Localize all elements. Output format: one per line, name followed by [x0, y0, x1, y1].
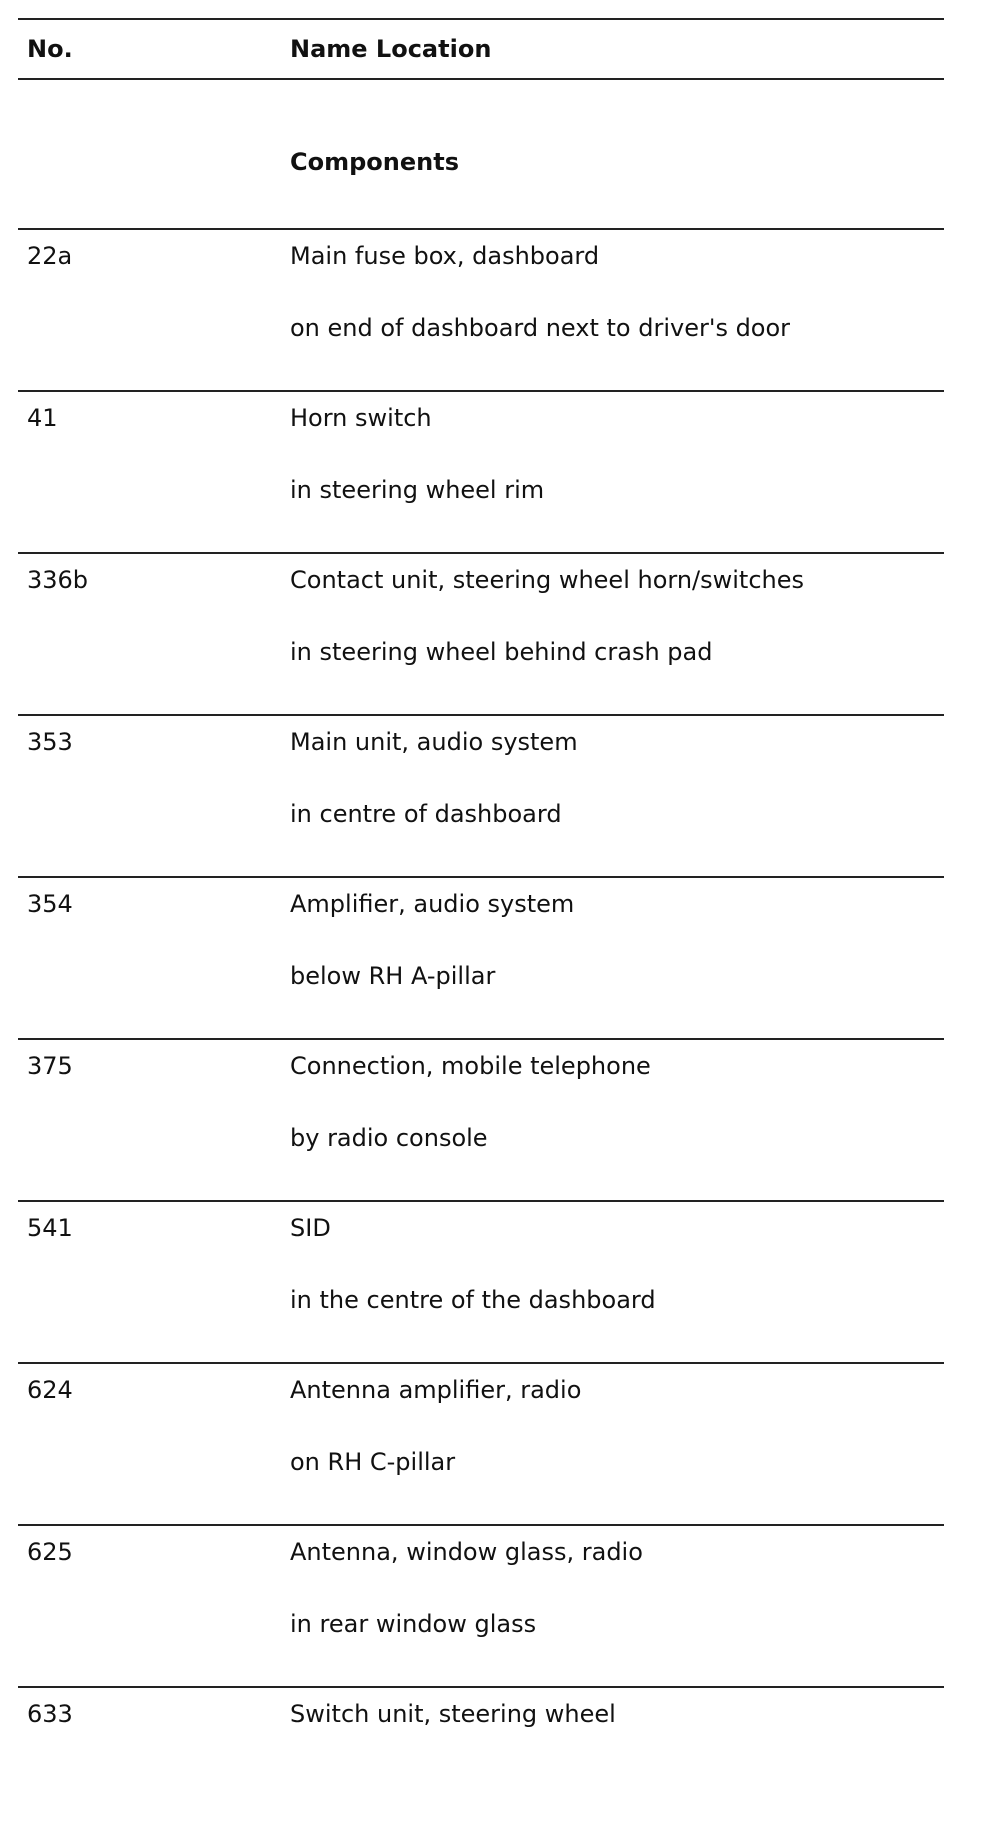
- row-number: 625: [27, 1538, 73, 1566]
- row-location: in centre of dashboard: [290, 800, 562, 828]
- section-heading-row: [18, 80, 944, 228]
- row-number: 633: [27, 1700, 73, 1728]
- row-location: in rear window glass: [290, 1610, 537, 1638]
- row-location: in the centre of the dashboard: [290, 1286, 656, 1314]
- column-header-name-location: Name Location: [290, 35, 492, 63]
- row-name: Connection, mobile telephone: [290, 1052, 651, 1080]
- row-number: 22a: [27, 242, 73, 270]
- table-row: [18, 392, 944, 552]
- row-number: 336b: [27, 566, 89, 594]
- table-row: [18, 554, 944, 714]
- row-location: in steering wheel rim: [290, 476, 545, 504]
- column-header-no: No.: [27, 35, 73, 63]
- row-number: 41: [27, 404, 58, 432]
- table-row: [18, 1688, 944, 1848]
- row-name: Main fuse box, dashboard: [290, 242, 600, 270]
- table-row: [18, 1040, 944, 1200]
- row-number: 624: [27, 1376, 73, 1404]
- table-row: [18, 1364, 944, 1524]
- components-table: [18, 18, 944, 1848]
- row-name: Main unit, audio system: [290, 728, 578, 756]
- table-row: [18, 716, 944, 876]
- row-number: 375: [27, 1052, 73, 1080]
- row-location: in steering wheel behind crash pad: [290, 638, 713, 666]
- row-number: 353: [27, 728, 73, 756]
- table-row: [18, 878, 944, 1038]
- row-location: on RH C-pillar: [290, 1448, 456, 1476]
- row-name: Antenna amplifier, radio: [290, 1376, 582, 1404]
- row-number: 541: [27, 1214, 73, 1242]
- row-location: below RH A-pillar: [290, 962, 496, 990]
- row-name: SID: [290, 1214, 331, 1242]
- row-number: 354: [27, 890, 73, 918]
- row-name: Amplifier, audio system: [290, 890, 575, 918]
- table-header: [18, 20, 944, 78]
- row-location: on end of dashboard next to driver's door: [290, 314, 791, 342]
- row-name: Horn switch: [290, 404, 432, 432]
- section-title: Components: [290, 148, 459, 176]
- table-row: [18, 1526, 944, 1686]
- row-name: Switch unit, steering wheel: [290, 1700, 616, 1728]
- row-name: Contact unit, steering wheel horn/switches: [290, 566, 805, 594]
- row-location: by radio console: [290, 1124, 488, 1152]
- table-row: [18, 1202, 944, 1362]
- table-row: [18, 230, 944, 390]
- row-name: Antenna, window glass, radio: [290, 1538, 643, 1566]
